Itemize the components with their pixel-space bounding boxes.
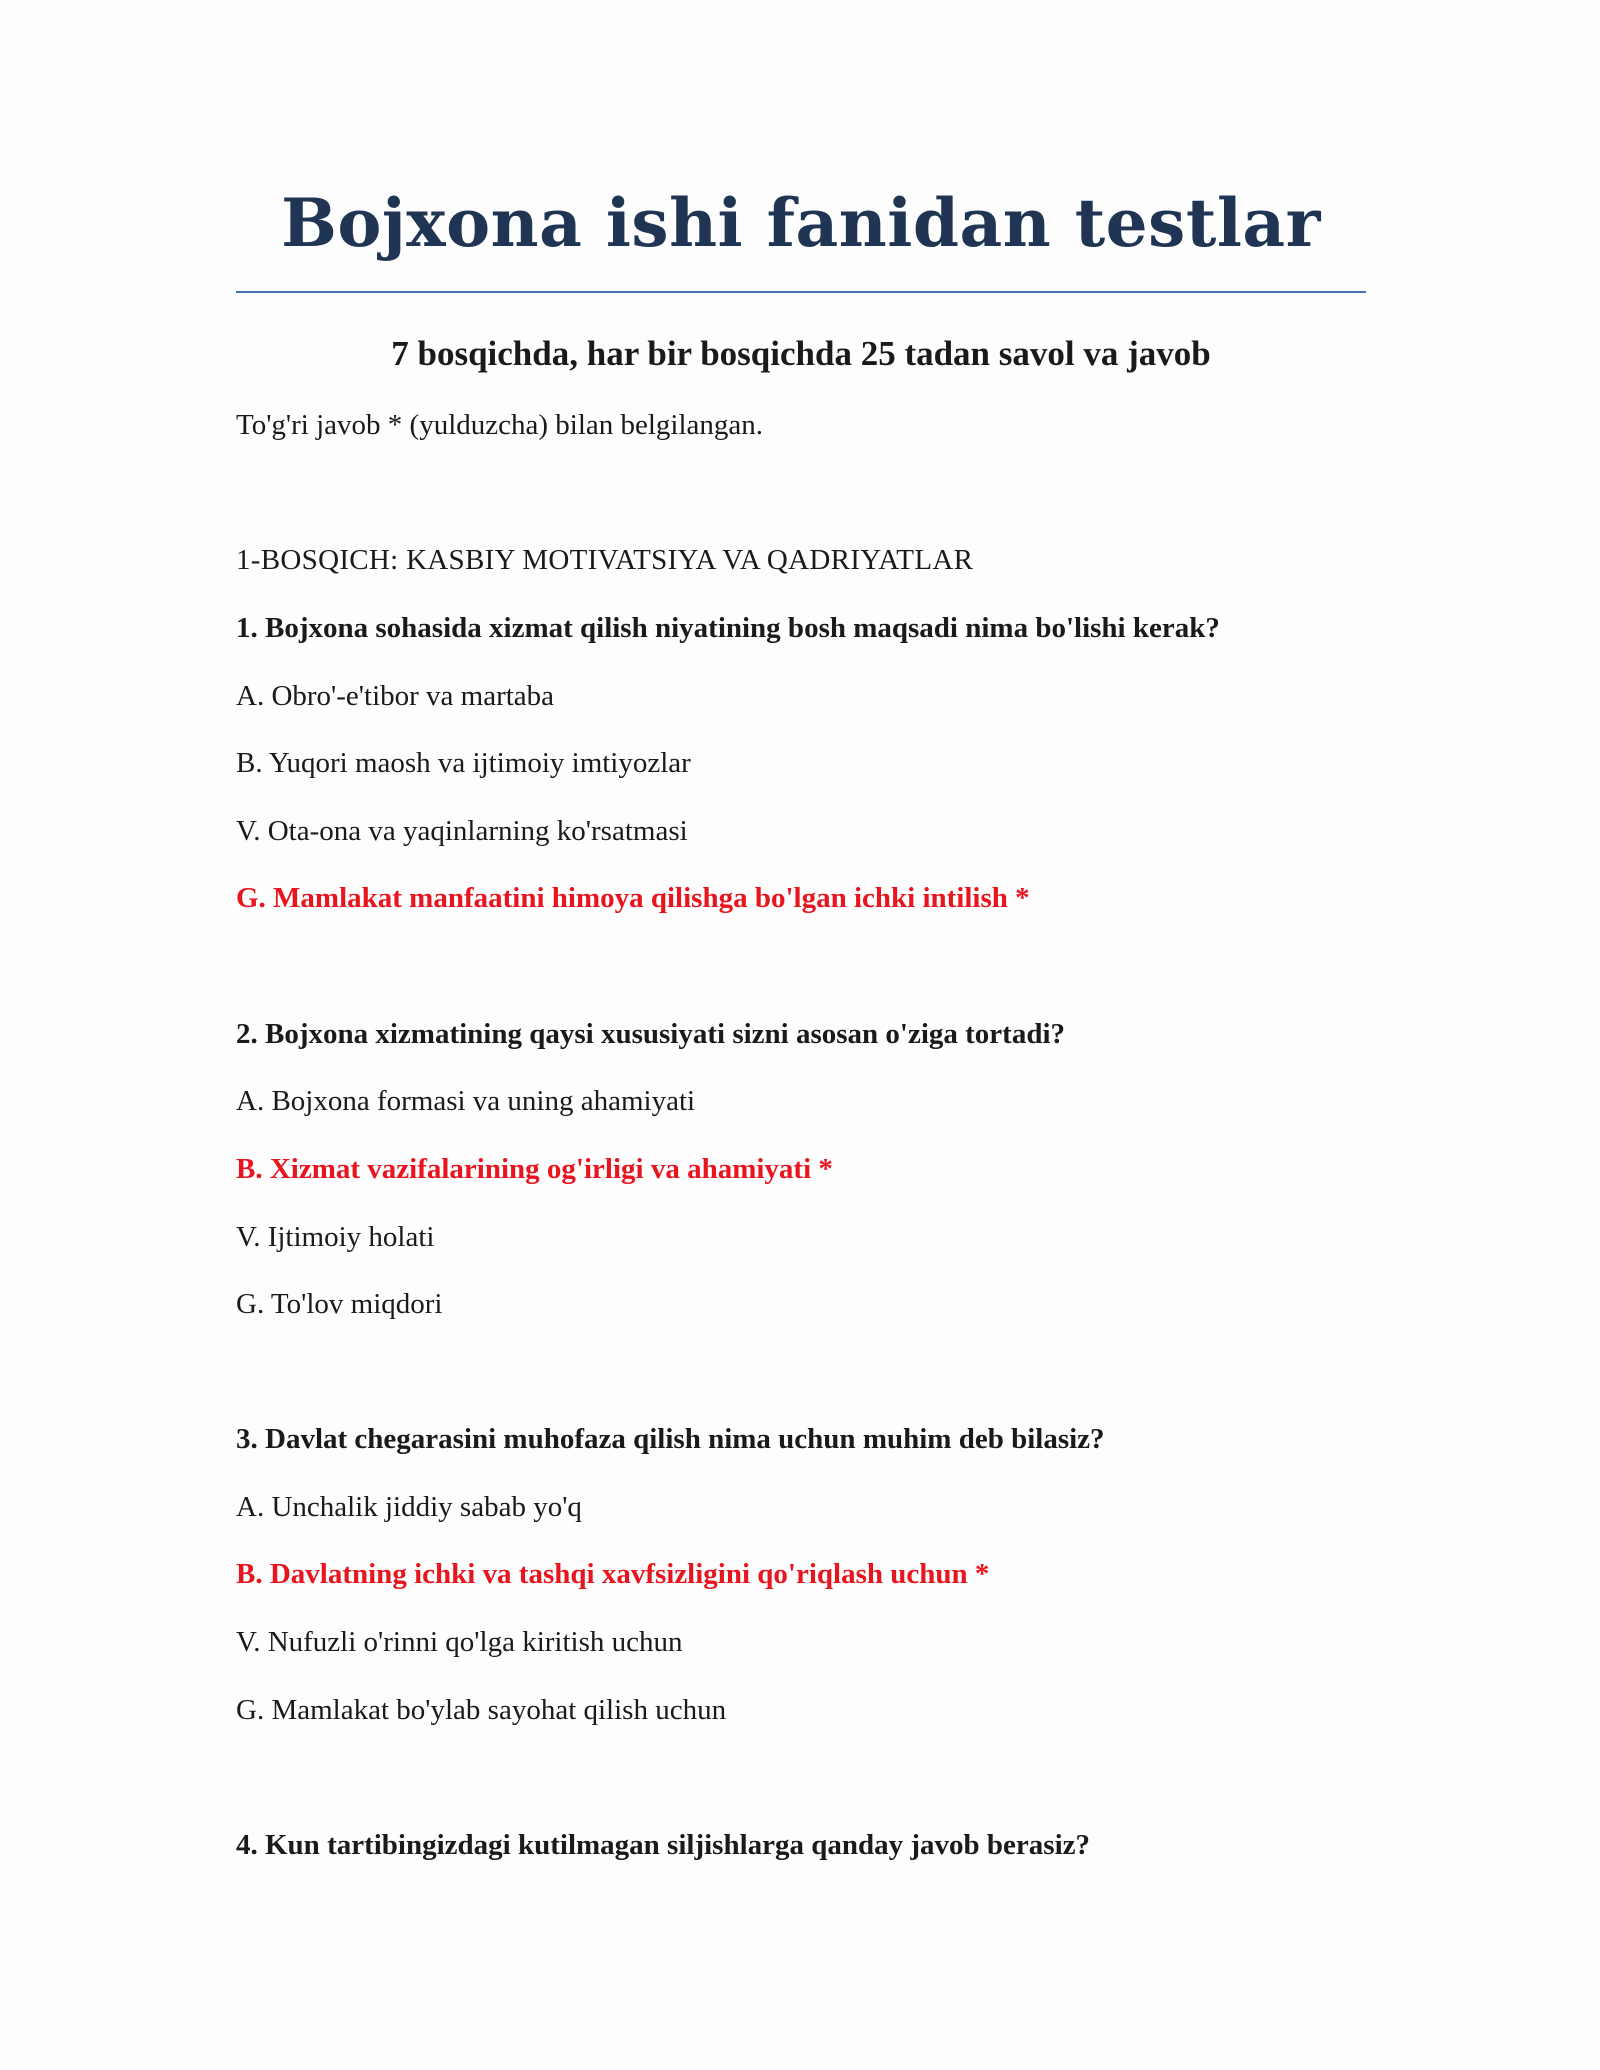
question-2-option-g: G. To'lov miqdori	[236, 1288, 443, 1320]
question-1-option-g-correct: G. Mamlakat manfaatini himoya qilishga bo'lgan ichki intilish *	[236, 882, 1030, 914]
question-3-option-b-correct: B. Davlatning ichki va tashqi xavfsizligini qo'riqlash uchun *	[236, 1558, 990, 1590]
question-3-option-v: V. Nufuzli o'rinni qo'lga kiritish uchun	[236, 1626, 683, 1658]
question-1-option-a: A. Obro'-e'tibor va martaba	[236, 680, 555, 712]
question-2-option-b-correct: B. Xizmat vazifalarining og'irligi va ahamiyati *	[236, 1153, 833, 1185]
question-1-option-v: V. Ota-ona va yaqinlarning ko'rsatmasi	[236, 815, 688, 847]
title-underline	[236, 291, 1366, 293]
question-3: 3. Davlat chegarasini muhofaza qilish nima uchun muhim deb bilasiz?	[236, 1423, 1105, 1455]
question-3-option-g: G. Mamlakat bo'ylab sayohat qilish uchun	[236, 1694, 727, 1726]
question-1: 1. Bojxona sohasida xizmat qilish niyatining bosh maqsadi nima bo'lishi kerak?	[236, 612, 1220, 644]
question-2-option-a: A. Bojxona formasi va uning ahamiyati	[236, 1085, 696, 1117]
document-title: Bojxona ishi fanidan testlar	[281, 184, 1321, 262]
question-1-option-b: B. Yuqori maosh va ijtimoiy imtiyozlar	[236, 747, 691, 779]
stage-heading: 1-BOSQICH: KASBIY MOTIVATSIYA VA QADRIYATLAR	[236, 544, 974, 576]
question-2-option-v: V. Ijtimoiy holati	[236, 1221, 435, 1253]
answer-key-note: To'g'ri javob * (yulduzcha) bilan belgilangan.	[236, 409, 764, 441]
question-2: 2. Bojxona xizmatining qaysi xususiyati sizni asosan o'ziga tortadi?	[236, 1018, 1066, 1050]
document-subtitle: 7 bosqichda, har bir bosqichda 25 tadan savol va javob	[391, 334, 1211, 373]
question-3-option-a: A. Unchalik jiddiy sabab yo'q	[236, 1491, 582, 1523]
question-4: 4. Kun tartibingizdagi kutilmagan siljishlarga qanday javob berasiz?	[236, 1829, 1091, 1861]
